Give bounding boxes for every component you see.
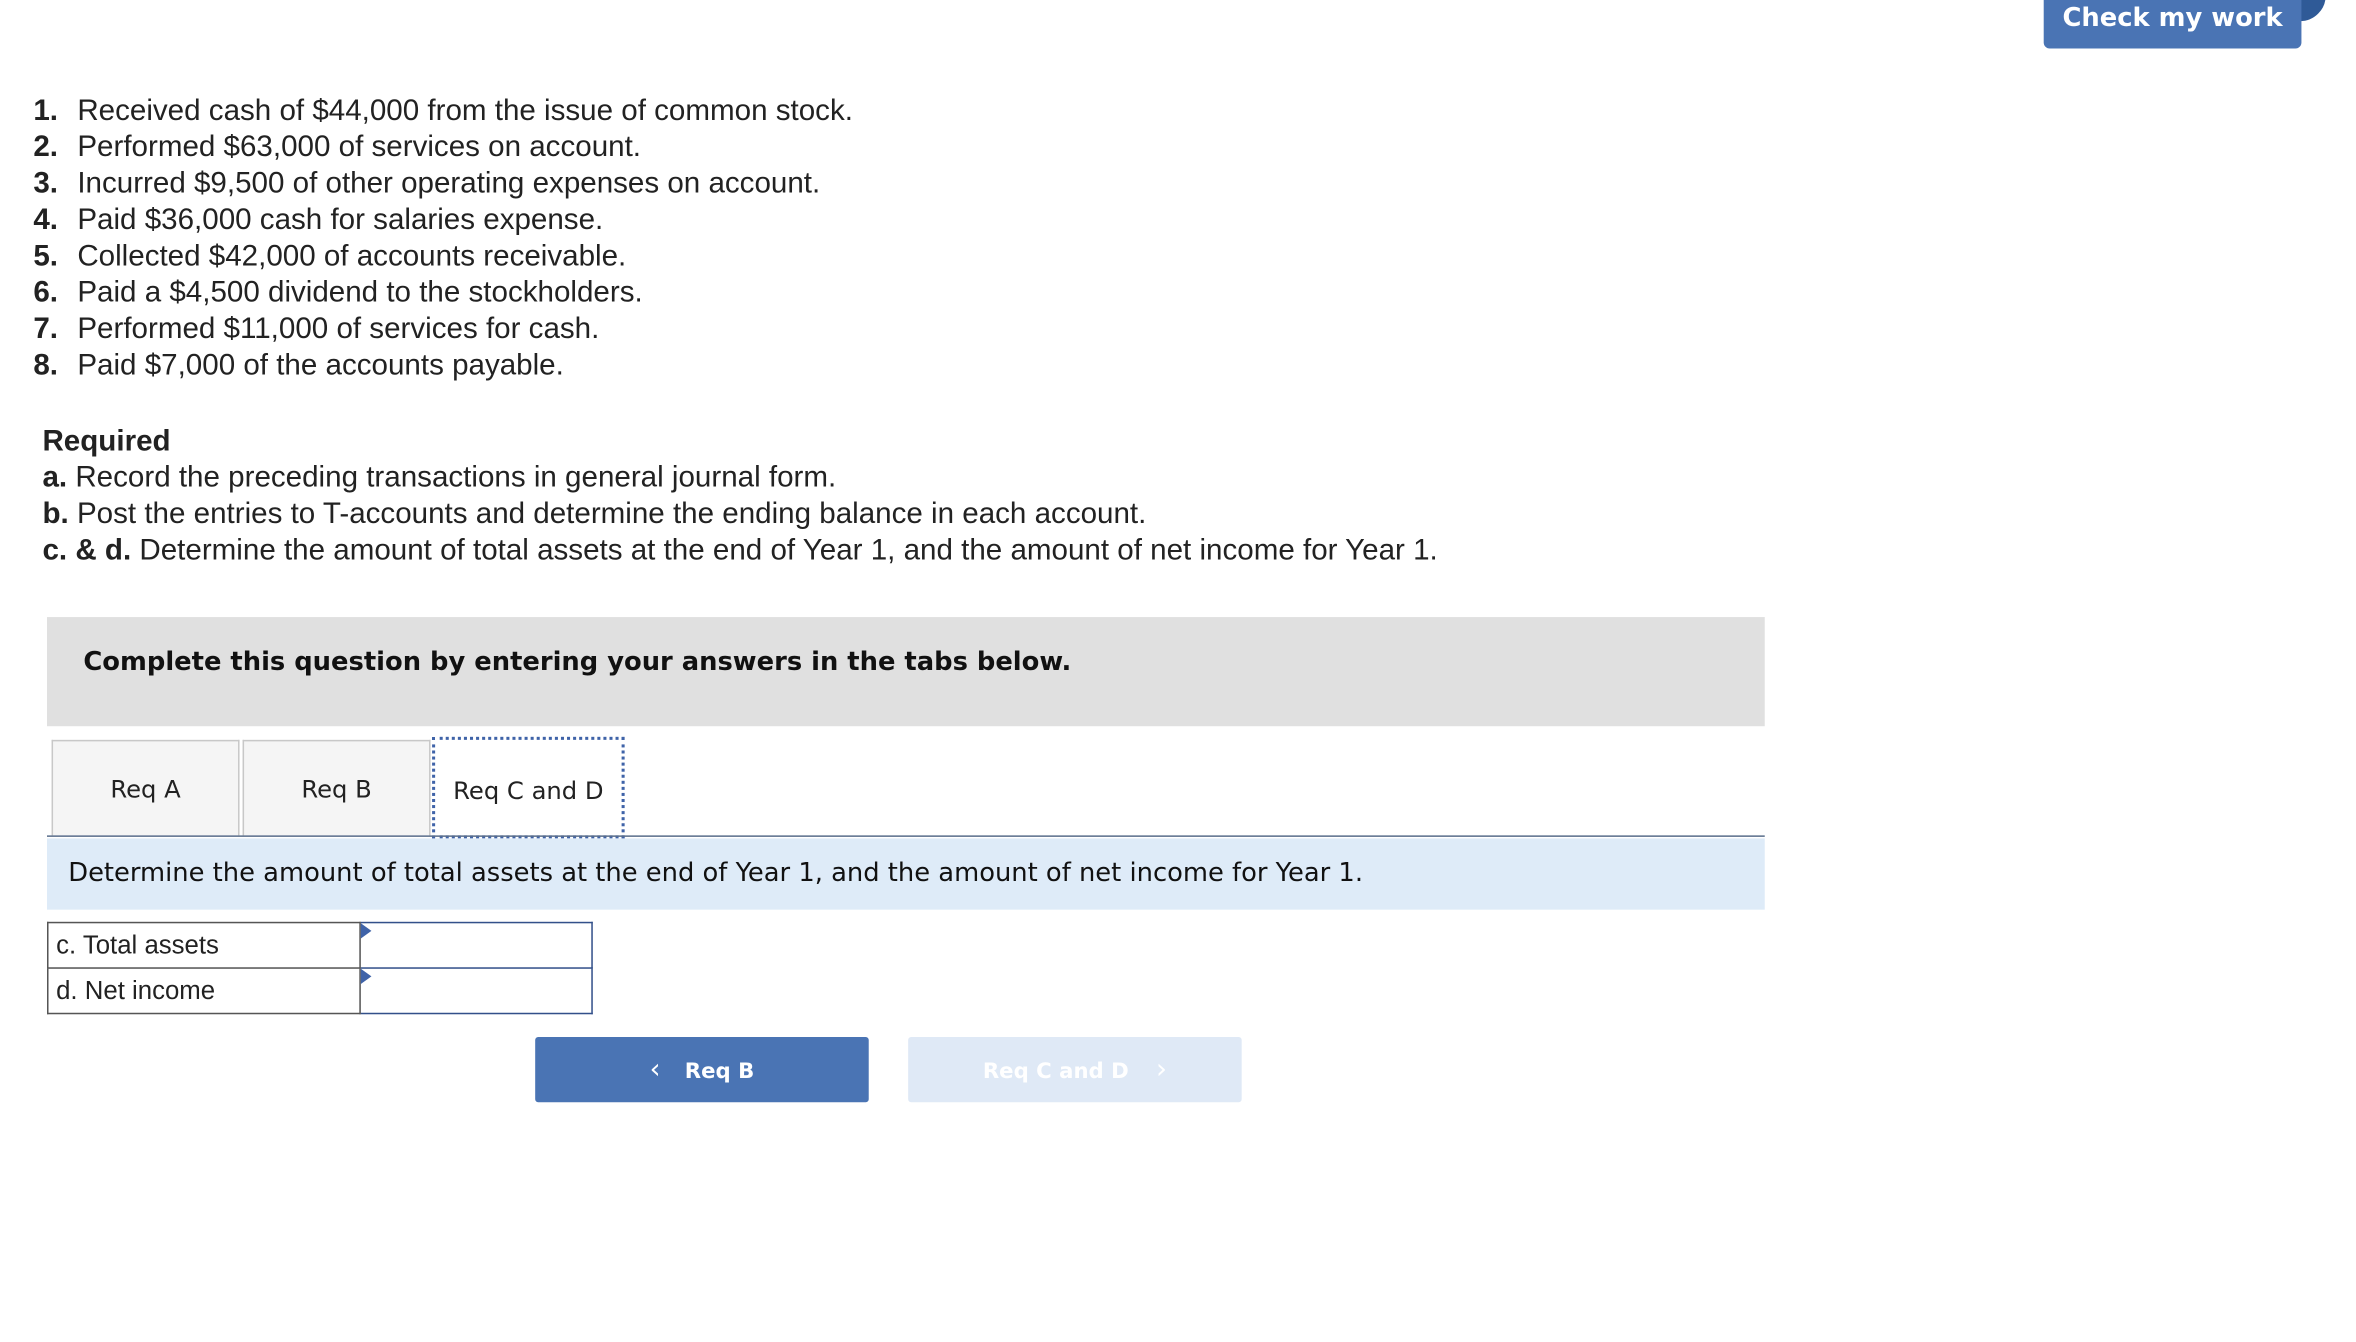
required-heading: Required xyxy=(42,424,171,458)
transaction-item xyxy=(33,92,853,128)
tab-req-a[interactable]: Req A xyxy=(52,740,240,836)
net-income-cell[interactable] xyxy=(360,968,592,1013)
required-item-prefix: c. & d. xyxy=(42,533,132,568)
transactions-list xyxy=(33,92,853,383)
chevron-right-icon: › xyxy=(1156,1053,1167,1086)
next-req-c-and-d-button[interactable] xyxy=(908,1037,1242,1102)
transaction-item xyxy=(33,202,853,238)
transaction-text: Paid $36,000 cash for salaries expense. xyxy=(77,203,604,237)
transaction-number: 3. xyxy=(33,166,59,201)
question-prompt: Determine the amount of total assets at the end of Year 1, and the amount of net income for Year 1. xyxy=(68,858,1364,889)
net-income-label: d. Net income xyxy=(48,968,360,1013)
transaction-number: 5. xyxy=(33,239,59,273)
transaction-number: 6. xyxy=(33,275,59,310)
check-my-work-button[interactable]: Check my work xyxy=(2044,0,2302,49)
transaction-text: Performed $63,000 of services on account. xyxy=(77,130,642,164)
answer-table xyxy=(47,922,593,1014)
instruction-text: Complete this question by entering your answers in the tabs below. xyxy=(83,647,1072,678)
question-prompt-strip xyxy=(47,838,1765,909)
transaction-text: Performed $11,000 of services for cash. xyxy=(77,312,600,346)
transaction-number: 7. xyxy=(33,312,59,346)
required-item-prefix: a. xyxy=(42,460,68,495)
tabs-divider xyxy=(47,835,1765,837)
transaction-item xyxy=(33,347,853,383)
tab-req-b[interactable]: Req B xyxy=(243,740,431,836)
required-item xyxy=(42,459,1437,495)
next-button-label: Req C and D xyxy=(982,1059,1129,1085)
transaction-item xyxy=(33,311,853,347)
table-row xyxy=(48,923,592,968)
required-item-text: Determine the amount of total assets at the end of Year 1, and the amount of net income for Year 1. xyxy=(139,533,1438,568)
transaction-item xyxy=(33,165,853,201)
transaction-text: Incurred $9,500 of other operating expenses on account. xyxy=(77,166,821,201)
required-section xyxy=(42,423,1437,569)
transaction-number: 2. xyxy=(33,130,59,164)
input-flag-icon xyxy=(361,923,372,938)
transaction-text: Paid a $4,500 dividend to the stockholders. xyxy=(77,275,643,310)
transaction-text: Collected $42,000 of accounts receivable. xyxy=(77,239,627,273)
required-item-text: Post the entries to T-accounts and determine the ending balance in each account. xyxy=(76,497,1147,531)
tab-req-c-and-d[interactable]: Req C and D xyxy=(432,737,625,839)
total-assets-cell[interactable] xyxy=(360,923,592,968)
required-item-text: Record the preceding transactions in general journal form. xyxy=(75,460,837,495)
transaction-text: Received cash of $44,000 from the issue of common stock. xyxy=(77,93,853,128)
transaction-item xyxy=(33,129,853,165)
chevron-left-icon: ‹ xyxy=(649,1053,661,1086)
instruction-banner xyxy=(47,617,1765,726)
prev-button-label: Req B xyxy=(684,1059,755,1085)
transaction-item xyxy=(33,238,853,274)
total-assets-label: c. Total assets xyxy=(48,923,360,968)
transaction-text: Paid $7,000 of the accounts payable. xyxy=(77,348,564,383)
required-item-prefix: b. xyxy=(42,497,69,531)
required-item xyxy=(42,496,1437,532)
input-flag-icon xyxy=(361,969,372,984)
transaction-number: 4. xyxy=(33,203,59,237)
transaction-item xyxy=(33,274,853,310)
transaction-number: 8. xyxy=(33,348,59,383)
required-item xyxy=(42,532,1437,568)
prev-req-b-button[interactable] xyxy=(535,1037,869,1102)
net-income-input[interactable] xyxy=(361,969,591,1013)
total-assets-input[interactable] xyxy=(361,923,591,967)
table-row xyxy=(48,968,592,1013)
transaction-number: 1. xyxy=(33,93,59,128)
